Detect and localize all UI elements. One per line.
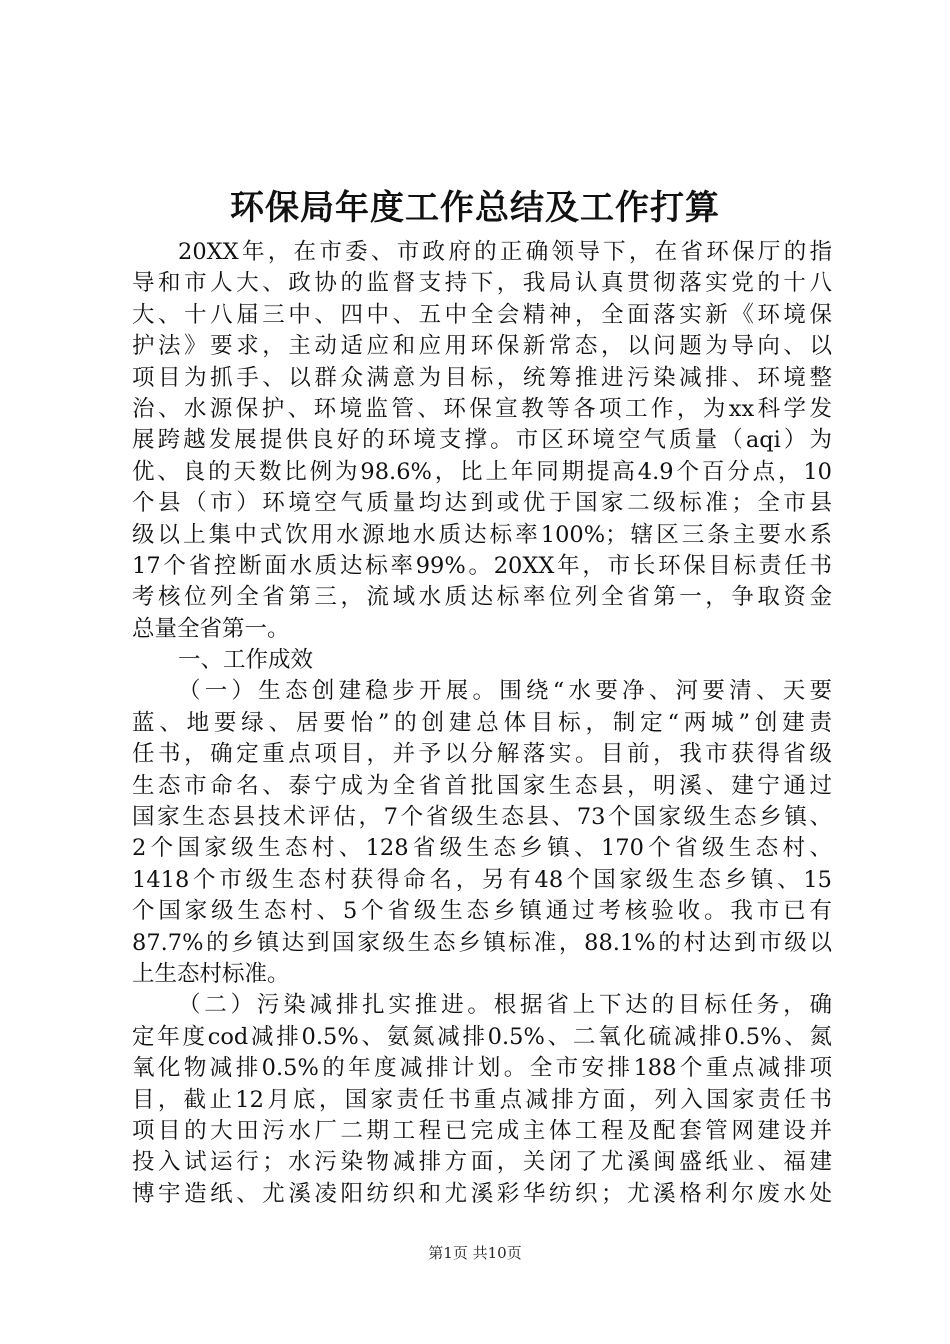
document-body: [132, 237, 832, 1210]
paragraph-line: 级以上集中式饮用水源地水质达标率100%；辖区三条主要水系: [132, 521, 832, 548]
paragraph-line: 87.7%的乡镇达到国家级生态乡镇标准，88.1%的村达到市级以: [132, 929, 832, 956]
paragraph-line: 导和市人大、政协的监督支持下，我局认真贯彻落实党的十八: [132, 270, 832, 297]
paragraph-line: （二）污染减排扎实推进。根据省上下达的目标任务，确: [178, 992, 832, 1019]
paragraph-line: 国家生态县技术评估，7个省级生态县、73个国家级生态乡镇、: [132, 804, 832, 831]
paragraph-line: 展跨越发展提供良好的环境支撑。市区环境空气质量（aqi）为: [132, 427, 832, 454]
paragraph-line: 目，截止12月底，国家责任书重点减排方面，列入国家责任书: [132, 1086, 832, 1113]
paragraph-line: 任书，确定重点项目，并予以分解落实。目前，我市获得省级: [132, 741, 832, 768]
paragraph-line: （一）生态创建稳步开展。围绕“水要净、河要清、天要: [178, 678, 832, 705]
paragraph-line: 上生态村标准。: [132, 960, 290, 987]
paragraph-line: 大、十八届三中、四中、五中全会精神，全面落实新《环境保: [132, 301, 832, 328]
paragraph-line: 博宇造纸、尤溪凌阳纺织和尤溪彩华纺织；尤溪格利尔废水处: [132, 1180, 832, 1207]
paragraph-line: 17个省控断面水质达标率99%。20XX年，市长环保目标责任书: [132, 552, 832, 579]
paragraph-line: 生态市命名、泰宁成为全省首批国家生态县，明溪、建宁通过: [132, 772, 832, 799]
paragraph-line: 氧化物减排0.5%的年度减排计划。全市安排188个重点减排项: [132, 1055, 832, 1082]
document-title: 环保局年度工作总结及工作打算: [230, 188, 720, 228]
paragraph-line: 护法》要求，主动适应和应用环保新常态，以问题为导向、以: [132, 333, 832, 360]
paragraph-line: 1418个市级生态村获得命名，另有48个国家级生态乡镇、15: [132, 866, 832, 893]
paragraph-line: 个县（市）环境空气质量均达到或优于国家二级标准；全市县: [132, 490, 832, 517]
paragraph-line: 项目的大田污水厂二期工程已完成主体工程及配套管网建设并: [132, 1117, 832, 1144]
paragraph-line: 治、水源保护、环境监管、环保宣教等各项工作，为xx科学发: [132, 395, 832, 422]
section-heading: 一、工作成效: [178, 647, 314, 674]
paragraph-line: 优、良的天数比例为98.6%，比上年同期提高4.9个百分点，10: [132, 458, 832, 485]
paragraph-line: 2个国家级生态村、128省级生态乡镇、170个省级生态村、: [132, 835, 832, 862]
paragraph-line: 个国家级生态村、5个省级生态乡镇通过考核验收。我市已有: [132, 898, 832, 925]
page-footer: 第1页 共10页: [428, 1244, 522, 1262]
paragraph-line: 考核位列全省第三，流域水质达标率位列全省第一，争取资金: [132, 584, 832, 611]
paragraph-line: 定年度cod减排0.5%、氨氮减排0.5%、二氧化硫减排0.5%、氮: [132, 1023, 832, 1050]
paragraph-line: 总量全省第一。: [132, 615, 290, 642]
paragraph-line: 蓝、地要绿、居要怡”的创建总体目标，制定“两城”创建责: [132, 709, 832, 736]
paragraph-line: 20XX年，在市委、市政府的正确领导下，在省环保厅的指: [178, 239, 832, 265]
paragraph-line: 项目为抓手、以群众满意为目标，统筹推进污染减排、环境整: [132, 364, 832, 391]
paragraph-line: 投入试运行；水污染物减排方面，关闭了尤溪闽盛纸业、福建: [132, 1149, 832, 1176]
